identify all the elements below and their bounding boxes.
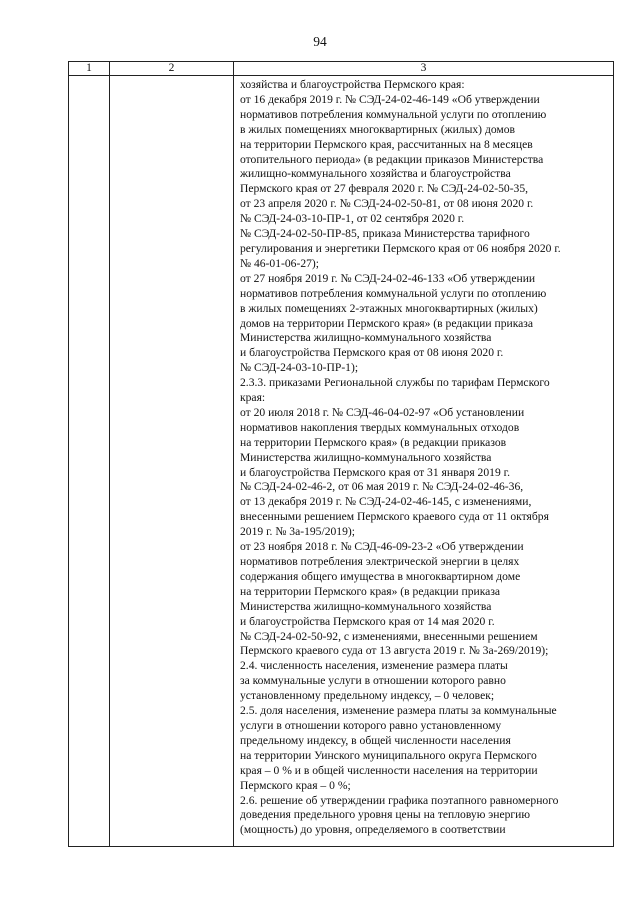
- text-line: № СЭД-24-03-10-ПР-1, от 02 сентября 2020 г.: [240, 212, 465, 226]
- cell-col-1: [69, 76, 110, 847]
- page-number: 94: [313, 34, 327, 49]
- text-line: от 27 ноября 2019 г. № СЭД-24-02-46-133 «Об утверждении: [240, 271, 536, 285]
- text-line: Пермского краевого суда от 13 августа 2019 г. № 3а-269/2019);: [240, 644, 549, 658]
- cell-col-2: [110, 76, 234, 847]
- text-line: Пермского края от 27 февраля 2020 г. № СЭД-24-02-50-35,: [240, 182, 529, 196]
- text-line: нормативов накопления твердых коммунальных отходов: [240, 420, 520, 434]
- text-line: внесенными решением Пермского краевого суда от 11 октября: [240, 510, 549, 524]
- table-header-row: [69, 62, 614, 76]
- text-line: 2.3.3. приказами Региональной службы по тарифам Пермского: [240, 376, 550, 390]
- text-line: 2.5. доля населения, изменение размера платы за коммунальные: [240, 704, 557, 718]
- text-line: нормативов потребления коммунальной услуги по отоплению: [240, 286, 547, 300]
- table-row: [69, 76, 614, 847]
- text-line: края:: [240, 391, 266, 405]
- text-line: на территории Пермского края, рассчитанных на 8 месяцев: [240, 137, 533, 151]
- text-line: Министерства жилищно-коммунального хозяйства: [240, 331, 492, 345]
- text-line: от 23 ноября 2018 г. № СЭД-46-09-23-2 «Об утверждении: [240, 540, 524, 554]
- text-line: предельному индексу, в общей численности населения: [240, 733, 511, 747]
- cell-text: [234, 76, 613, 838]
- text-line: Пермского края – 0 %;: [240, 778, 351, 792]
- text-line: и благоустройства Пермского края от 08 июня 2020 г.: [240, 346, 504, 360]
- text-line: жилищно-коммунального хозяйства и благоустройства: [240, 167, 511, 181]
- text-line: домов на территории Пермского края» (в редакции приказа: [240, 316, 534, 330]
- text-line: № СЭД-24-02-50-ПР-85, приказа Министерства тарифного: [240, 227, 530, 241]
- text-line: услуги в отношении которого равно установленному: [240, 718, 502, 732]
- text-line: 2.4. численность населения, изменение размера платы: [240, 659, 508, 673]
- text-line: на территории Пермского края» (в редакции приказов: [240, 435, 507, 449]
- text-line: нормативов потребления электрической энергии в целях: [240, 555, 520, 568]
- text-line: и благоустройства Пермского края от 31 января 2019 г.: [240, 465, 510, 479]
- text-line: нормативов потребления коммунальной услуги по отоплению: [240, 107, 547, 121]
- text-line: № СЭД-24-02-46-2, от 06 мая 2019 г. № СЭД-24-02-46-36,: [240, 480, 524, 494]
- text-line: в жилых помещениях многоквартирных (жилых) домов: [240, 122, 516, 136]
- text-line: № СЭД-24-03-10-ПР-1);: [240, 361, 359, 375]
- text-line: отопительного периода» (в редакции приказов Министерства: [240, 152, 544, 166]
- text-line: от 20 июля 2018 г. № СЭД-46-04-02-97 «Об установлении: [240, 405, 525, 419]
- document-table: [68, 61, 614, 847]
- text-line: за коммунальные услуги в отношении которого равно: [240, 674, 506, 688]
- header-col-3: 3: [234, 62, 614, 76]
- text-line: 2.6. решение об утверждении графика поэтапного равномерного: [240, 793, 559, 807]
- text-line: на территории Пермского края» (в редакции приказа: [240, 584, 501, 598]
- text-line: края – 0 % и в общей численности населения на территории: [240, 763, 538, 777]
- text-line: и благоустройства Пермского края от 14 мая 2020 г.: [240, 614, 495, 628]
- text-line: 2019 г. № 3а-195/2019);: [240, 525, 355, 539]
- text-line: от 13 декабря 2019 г. № СЭД-24-02-46-145, с изменениями,: [240, 495, 532, 509]
- text-line: в жилых помещениях 2-этажных многоквартирных (жилых): [240, 301, 538, 315]
- text-line: № СЭД-24-02-50-92, с изменениями, внесенными решением: [240, 629, 538, 643]
- text-line: от 16 декабря 2019 г. № СЭД-24-02-46-149 «Об утверждении: [240, 92, 540, 106]
- cell-col-3: [234, 76, 614, 847]
- header-col-2: 2: [110, 62, 234, 76]
- text-line: от 23 апреля 2020 г. № СЭД-24-02-50-81, от 08 июня 2020 г.: [240, 197, 534, 211]
- text-line: № 46-01-06-27);: [240, 256, 319, 270]
- text-line: Министерства жилищно-коммунального хозяйства: [240, 599, 492, 613]
- text-line: (мощность) до уровня, определяемого в соответствии: [240, 823, 506, 837]
- header-col-1: 1: [69, 62, 110, 76]
- text-line: содержания общего имущества в многоквартирном доме: [240, 569, 521, 583]
- text-line: установленному предельному индексу, – 0 человек;: [240, 689, 495, 703]
- text-line: регулирования и энергетики Пермского края от 06 ноября 2020 г.: [240, 241, 561, 255]
- text-line: Министерства жилищно-коммунального хозяйства: [240, 450, 492, 464]
- text-line: доведения предельного уровня цены на тепловую энергию: [240, 808, 531, 822]
- text-line: хозяйства и благоустройства Пермского края:: [240, 78, 465, 91]
- text-line: на территории Уинского муниципального округа Пермского: [240, 748, 537, 762]
